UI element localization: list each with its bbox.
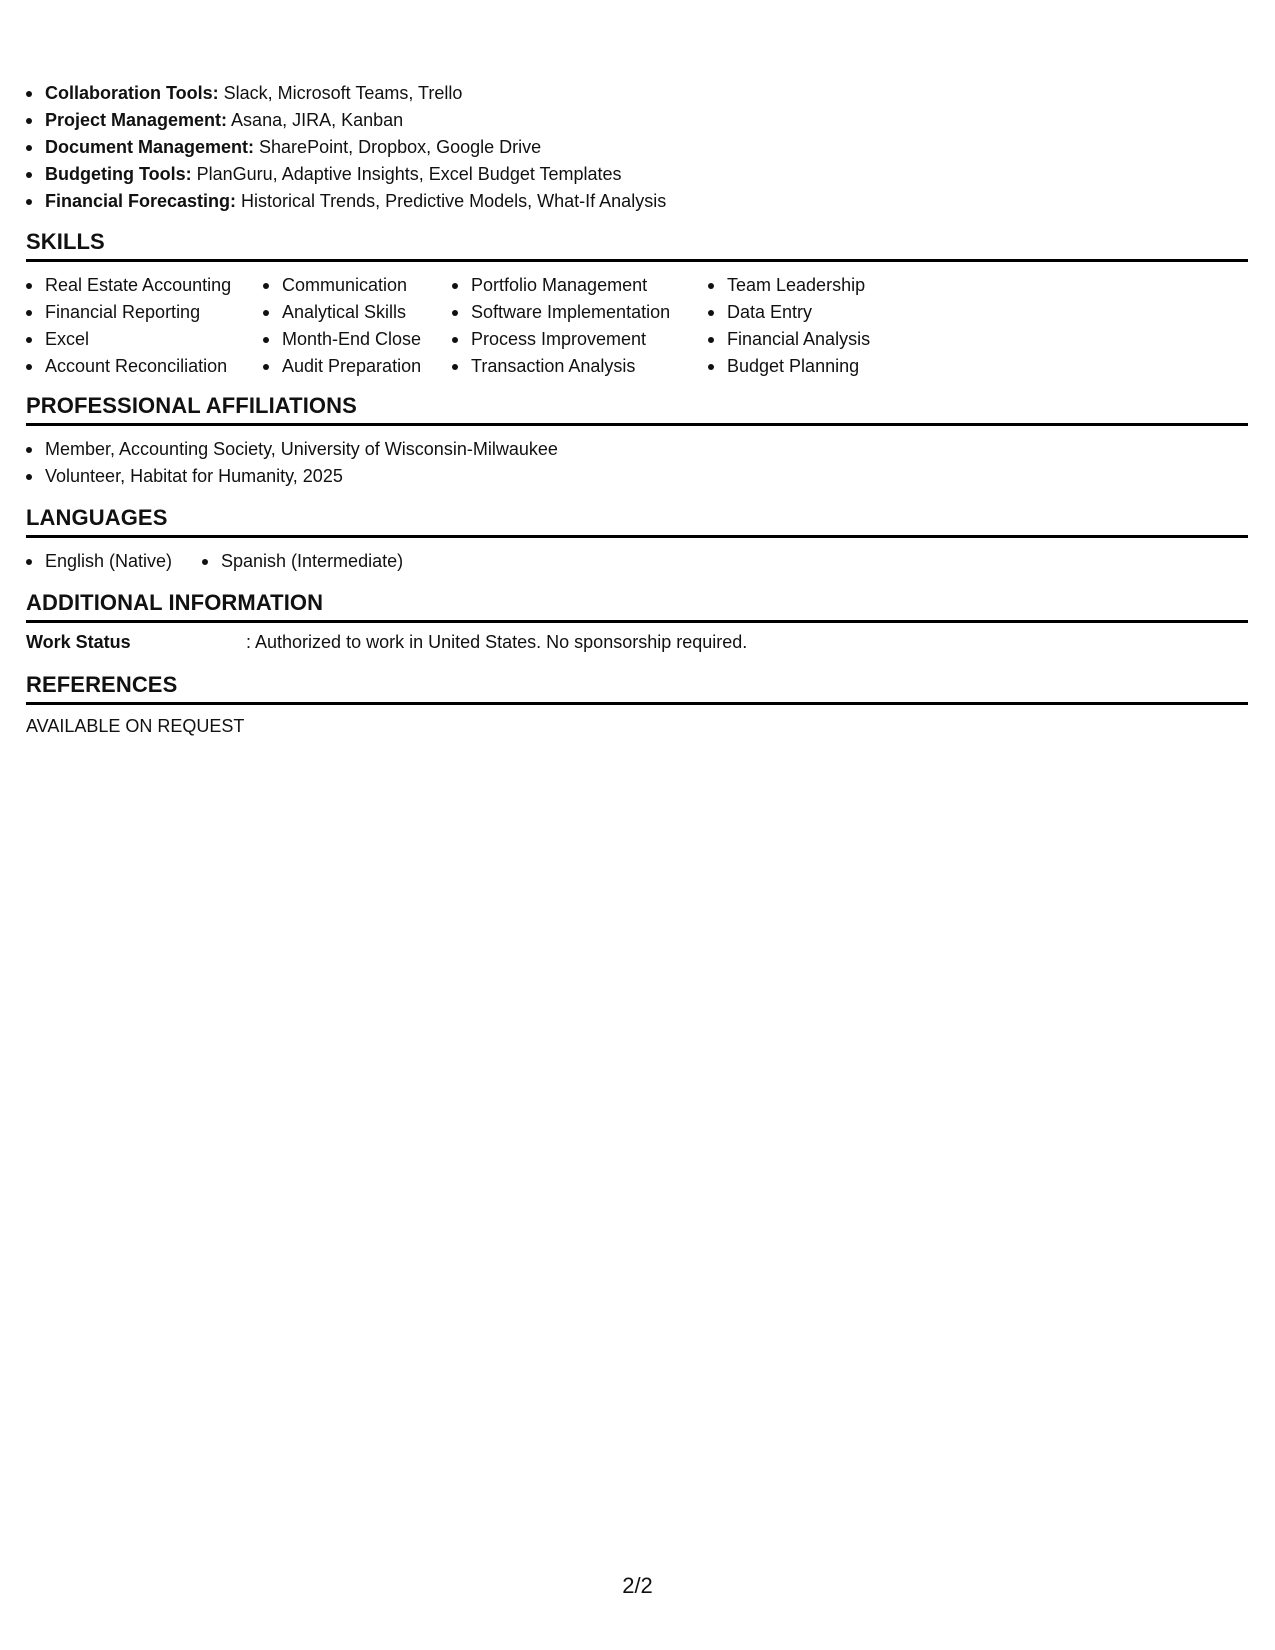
skill-item: Excel xyxy=(26,326,263,353)
tool-value: Historical Trends, Predictive Models, What-If Analysis xyxy=(236,191,667,211)
skill-item: Communication xyxy=(263,272,452,299)
tool-value: PlanGuru, Adaptive Insights, Excel Budget Templates xyxy=(191,164,622,184)
skill-item: Month-End Close xyxy=(263,326,452,353)
skill-item: Data Entry xyxy=(708,299,908,326)
tool-value: Asana, JIRA, Kanban xyxy=(227,110,404,130)
skill-item: Budget Planning xyxy=(708,353,908,380)
work-status-row xyxy=(26,629,747,656)
skill-item: Real Estate Accounting xyxy=(26,272,263,299)
tool-label: Document Management: xyxy=(45,137,255,157)
skill-item: Software Implementation xyxy=(452,299,708,326)
languages-list xyxy=(26,548,403,575)
list-item xyxy=(26,134,666,161)
affiliations-heading: PROFESSIONAL AFFILIATIONS xyxy=(26,392,1248,426)
list-item xyxy=(26,107,666,134)
skills-column xyxy=(452,272,708,380)
tool-value: Slack, Microsoft Teams, Trello xyxy=(218,83,463,103)
skill-item: Financial Reporting xyxy=(26,299,263,326)
list-item: Volunteer, Habitat for Humanity, 2025 xyxy=(26,463,558,490)
skills-grid xyxy=(26,272,908,380)
work-status-label: Work Status xyxy=(26,632,131,652)
list-item xyxy=(26,80,666,107)
skill-item: Team Leadership xyxy=(708,272,908,299)
language-item: Spanish (Intermediate) xyxy=(202,548,403,575)
skill-item: Financial Analysis xyxy=(708,326,908,353)
tool-label: Budgeting Tools: xyxy=(45,164,192,184)
list-item: Member, Accounting Society, University of Wisconsin-Milwaukee xyxy=(26,436,558,463)
page-number: 2/2 xyxy=(622,1573,653,1598)
references-heading: REFERENCES xyxy=(26,671,1248,705)
skill-item: Analytical Skills xyxy=(263,299,452,326)
skill-item: Process Improvement xyxy=(452,326,708,353)
language-item: English (Native) xyxy=(26,548,202,575)
tool-label: Financial Forecasting: xyxy=(45,191,237,211)
tool-value: SharePoint, Dropbox, Google Drive xyxy=(254,137,542,157)
skill-item: Transaction Analysis xyxy=(452,353,708,380)
skills-column xyxy=(263,272,452,380)
skills-column xyxy=(708,272,908,380)
skills-heading: SKILLS xyxy=(26,228,1248,262)
skill-item: Audit Preparation xyxy=(263,353,452,380)
skill-item: Portfolio Management xyxy=(452,272,708,299)
languages-heading: LANGUAGES xyxy=(26,504,1248,538)
list-item xyxy=(26,161,666,188)
list-item xyxy=(26,188,666,215)
tool-label: Collaboration Tools: xyxy=(45,83,219,103)
affiliations-list xyxy=(26,436,558,490)
tools-list xyxy=(26,80,666,215)
skill-item: Account Reconciliation xyxy=(26,353,263,380)
tool-label: Project Management: xyxy=(45,110,228,130)
skills-column xyxy=(26,272,263,380)
references-text: AVAILABLE ON REQUEST xyxy=(26,716,245,736)
additional-info-heading: ADDITIONAL INFORMATION xyxy=(26,589,1248,623)
work-status-value: : Authorized to work in United States. No sponsorship required. xyxy=(246,632,748,652)
